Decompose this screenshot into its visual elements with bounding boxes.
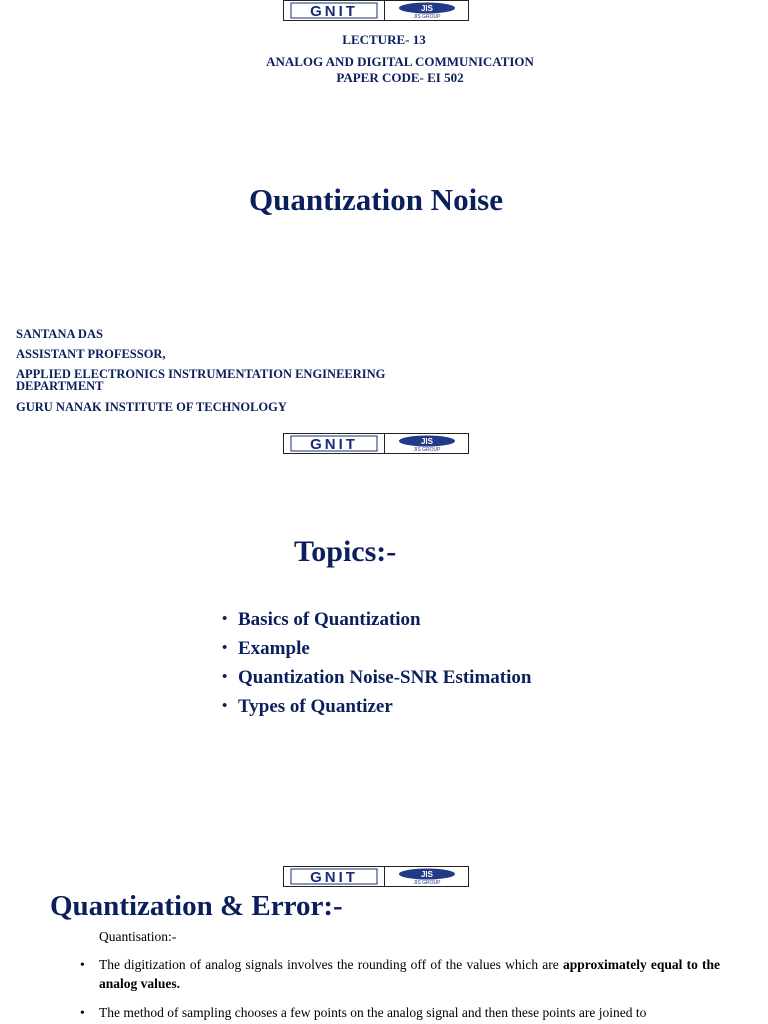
bullet-icon: • (80, 1005, 85, 1020)
list-item (222, 692, 531, 721)
jis-logo (385, 434, 468, 453)
bullet-icon: • (222, 611, 228, 627)
jis-logo (385, 867, 468, 886)
list-item (222, 663, 531, 692)
gnit-logo (284, 434, 385, 453)
list-item (222, 605, 531, 634)
jis-logo-text: JIS (420, 4, 433, 13)
gnit-logo-text: GNIT (310, 869, 358, 885)
gnit-logo (284, 1, 385, 20)
topic-label: Basics of Quantization (238, 608, 421, 630)
topic-label: Example (238, 637, 310, 659)
topic-label: Types of Quantizer (238, 695, 393, 717)
author-designation: ASSISTANT PROFESSOR, (16, 347, 166, 361)
topics-title: Topics:- (294, 535, 397, 568)
point-text: The method of sampling chooses a few points on the analog signal and then these points are joined to (99, 1005, 647, 1020)
point-quantisation (80, 927, 720, 946)
point-text-bold: approximately equal to the analog values. (99, 957, 721, 991)
slide-title: Quantization Noise (248, 182, 504, 217)
header-logos (283, 0, 469, 21)
header-logos-2 (283, 433, 469, 454)
author-institute: GURU NANAK INSTITUTE OF TECHNOLOGY (16, 400, 287, 414)
jis-logo-text: JIS (420, 870, 433, 879)
course-name: ANALOG AND DIGITAL COMMUNICATION (266, 54, 534, 69)
point-text-normal: The digitization of analog signals involves the rounding off of the values which are (99, 957, 563, 972)
jis-logo (385, 1, 468, 20)
bullet-icon: • (222, 669, 228, 685)
author-department-cont: DEPARTMENT (16, 379, 104, 393)
point-sampling (80, 1003, 720, 1022)
author-name: SANTANA DAS (16, 327, 103, 341)
paper-code: PAPER CODE- EI 502 (336, 70, 464, 85)
list-item (222, 634, 531, 663)
point-text: Quantisation:- (99, 929, 177, 944)
author-department: APPLIED ELECTRONICS INSTRUMENTATION ENGINEERING (16, 367, 386, 381)
bullet-icon: • (222, 640, 228, 656)
bullet-icon: • (80, 957, 85, 972)
lecture-number: LECTURE- 13 (342, 32, 426, 47)
topic-label: Quantization Noise-SNR Estimation (238, 666, 532, 688)
jis-logo-text: JIS (420, 437, 433, 446)
gnit-logo-text: GNIT (310, 436, 358, 452)
point-text (99, 955, 720, 993)
topics-list (222, 605, 531, 721)
section-title: Quantization & Error:- (50, 890, 343, 922)
bullet-icon: • (222, 698, 228, 714)
jis-group-text: JIS GROUP (413, 14, 440, 19)
gnit-logo (284, 867, 385, 886)
header-logos-3 (283, 866, 469, 887)
jis-group-text: JIS GROUP (413, 880, 440, 885)
point-digitization (80, 955, 720, 993)
jis-group-text: JIS GROUP (413, 447, 440, 452)
gnit-logo-text: GNIT (310, 3, 358, 19)
